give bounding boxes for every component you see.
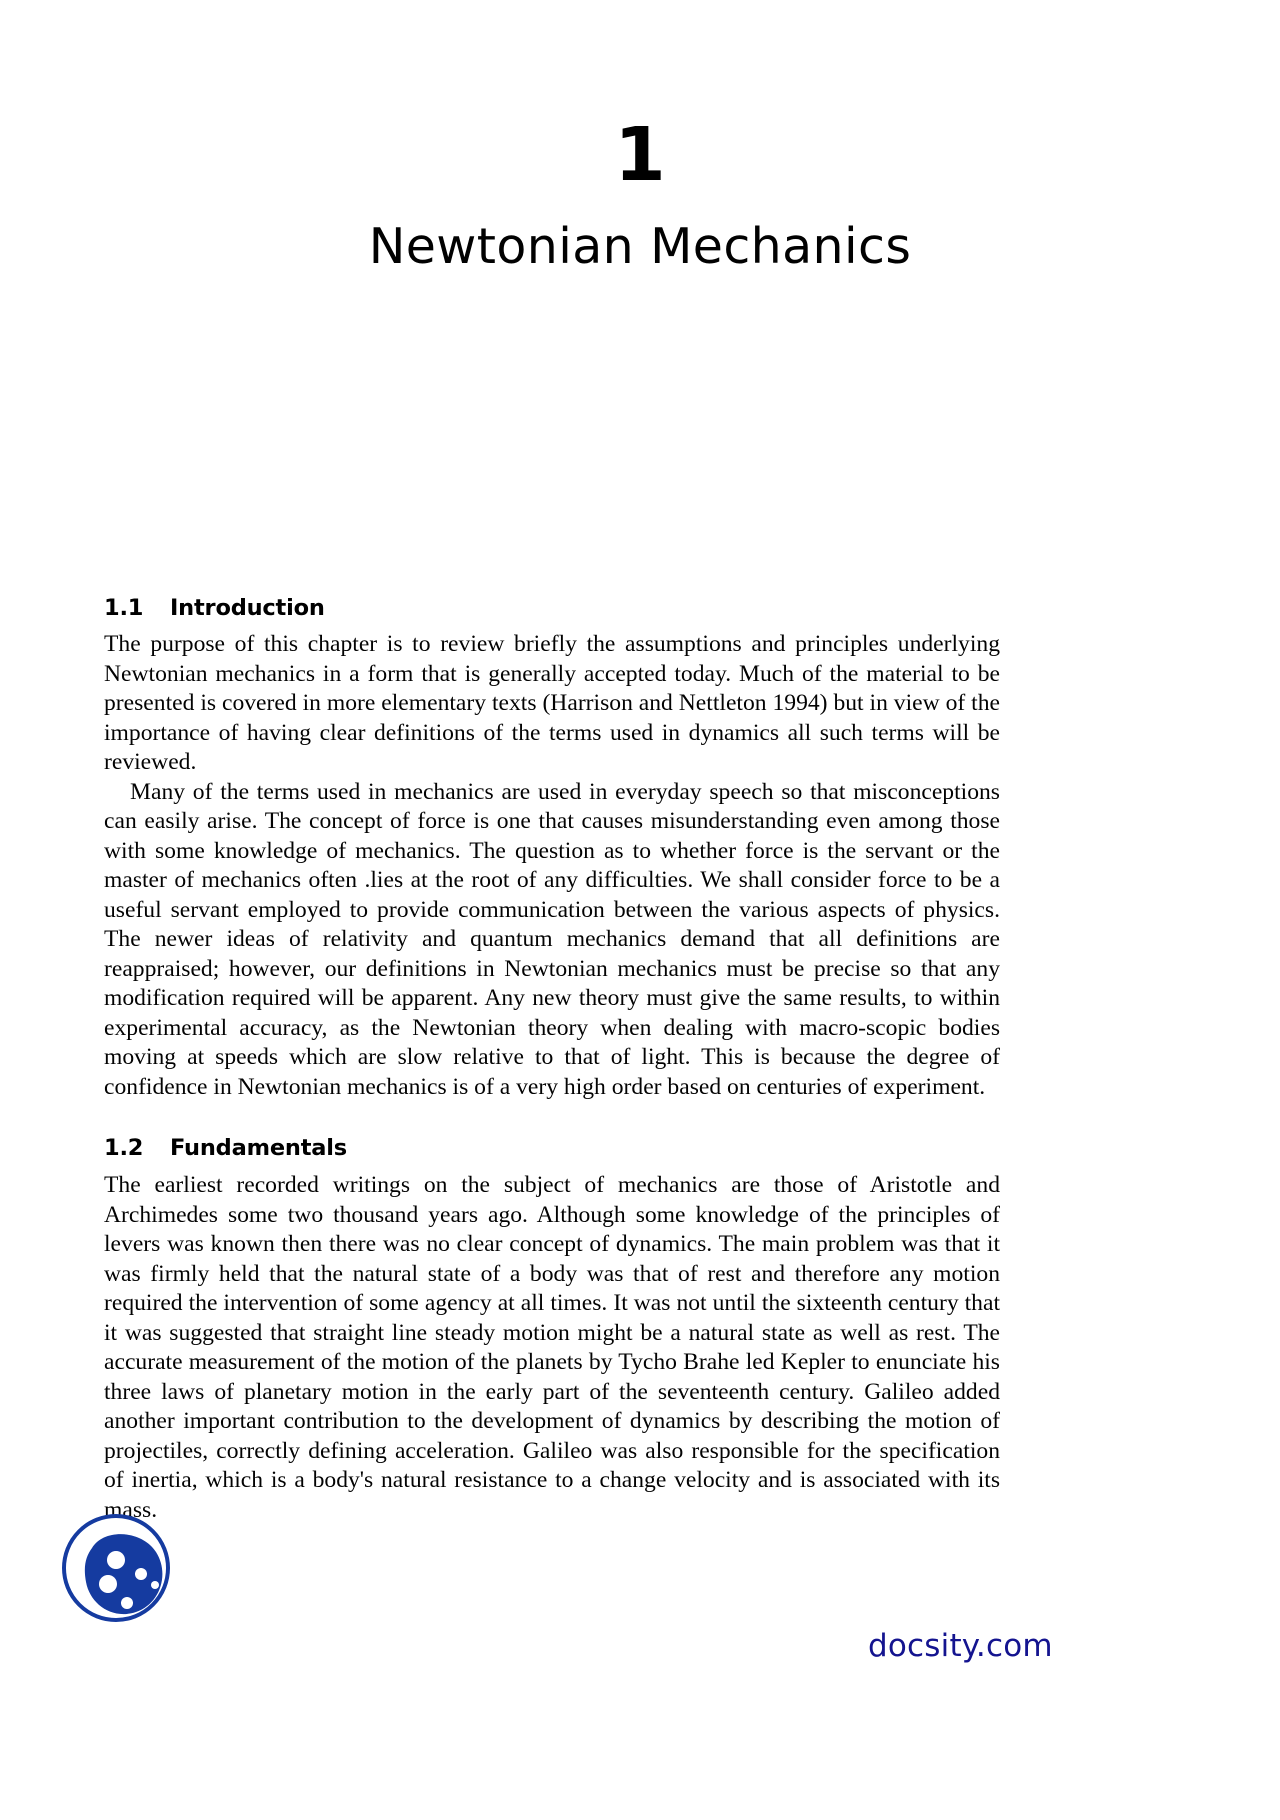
docsity-logo-icon bbox=[56, 1512, 180, 1628]
chapter-header bbox=[0, 112, 1280, 275]
section-number-1-1: 1.1 bbox=[104, 595, 144, 621]
chapter-title: Newtonian Mechanics bbox=[368, 218, 912, 275]
docsity-url-text: docsity.com bbox=[868, 1628, 1053, 1664]
paragraph: Many of the terms used in mechanics are used in everyday speech so that misconceptions can easily arise. The concept of force is one that causes misunderstanding even among those with some knowledge of mechanics. The question as to whether force is the servant or the master of mechanics often .lies at the root of any difficulties. We shall consider force to be a useful servant employed to provide communication between the various aspects of physics. The newer ideas of relativity and quantum mechanics demand that all definitions are reappraised; however, our definitions in Newtonian mechanics must be precise so that any modification required will be apparent. Any new theory must give the same results, to within experimental accuracy, as the Newtonian theory when dealing with macro-scopic bodies moving at speeds which are slow relative to that of light. This is because the degree of confidence in Newtonian mechanics is of a very high order based on centuries of experiment. bbox=[104, 778, 1000, 1100]
section-title-1-2: Fundamentals bbox=[170, 1135, 347, 1161]
section-number-1-2: 1.2 bbox=[104, 1135, 144, 1161]
paragraph: The purpose of this chapter is to review briefly the assumptions and principles underlying Newtonian mechanics in a form that is generally accepted today. Much of the material to be presented is covered in more elementary texts (Harrison and Nettleton 1994) but in view of the importance of having clear definitions of the terms used in dynamics all such terms will be reviewed. bbox=[104, 631, 1000, 775]
page-body bbox=[104, 595, 1000, 1525]
chapter-number: 1 bbox=[614, 112, 666, 198]
section-heading-1-2 bbox=[104, 1135, 1000, 1161]
section-heading-1-1 bbox=[104, 595, 1000, 621]
paragraph: The earliest recorded writings on the subject of mechanics are those of Aristotle and Archimedes some two thousand years ago. Although some knowledge of the principles of levers was known then there was no clear concept of dynamics. The main problem was that it was firmly held that the natural state of a body was that of rest and therefore any motion required the intervention of some agency at all times. It was not until the sixteenth century that it was suggested that straight line steady motion might be a natural state as well as rest. The accurate measurement of the motion of the planets by Tycho Brahe led Kepler to enunciate his three laws of planetary motion in the early part of the seventeenth century. Galileo added another important contribution to the development of dynamics by describing the motion of projectiles, correctly defining acceleration. Galileo was also responsible for the specification of inertia, which is a body's natural resistance to a change velocity and is associated with its mass. bbox=[104, 1172, 1000, 1523]
section-title-1-1: Introduction bbox=[170, 595, 325, 621]
